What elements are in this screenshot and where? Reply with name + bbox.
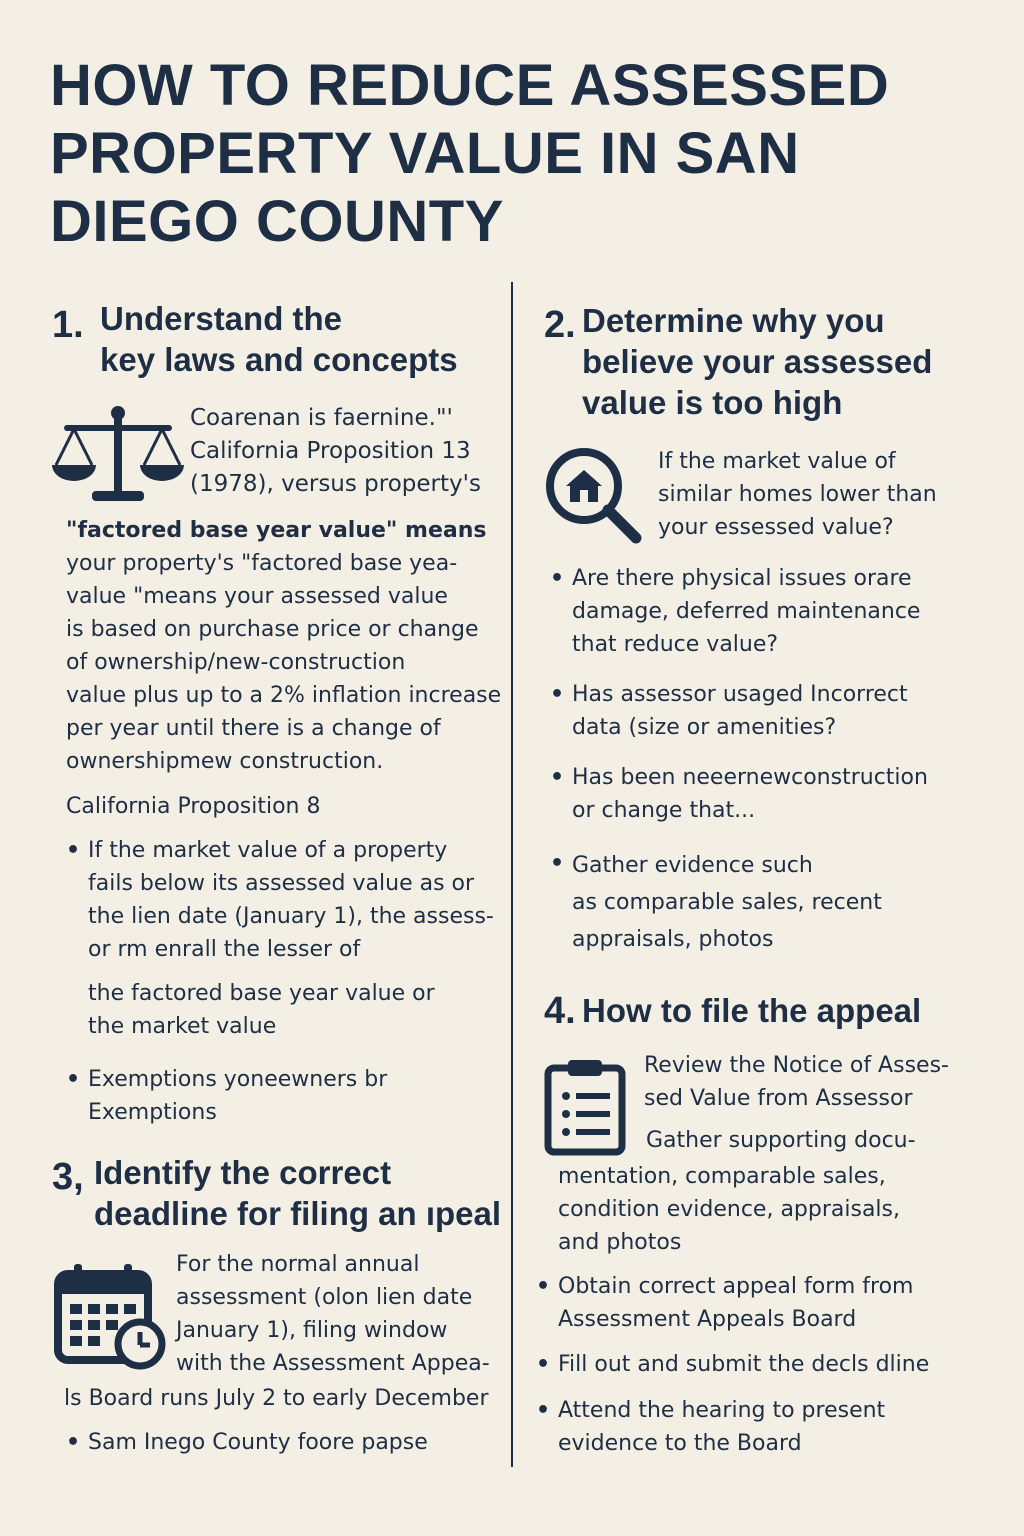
section2-bullet-2: • Has assessor usaged Incorrect data (size or amenities?: [550, 678, 990, 748]
bullet-text: Fill out and submit the decls dline: [558, 1352, 930, 1377]
section1-number: 1.: [52, 304, 84, 346]
calendar-clock-icon: [54, 1262, 166, 1370]
section3-intro: For the normal annual assessment (olon lien date January 1), filing window with the Assessment Appea-: [176, 1252, 490, 1376]
bullet-text: Attend the hearing to present evidence to the Board: [558, 1398, 886, 1456]
section3-bullet: • Sam Inego County foore papse: [66, 1426, 506, 1462]
bullet-text: Gather evidence such as comparable sales, recent appraisals, photos: [572, 853, 882, 952]
section1-intro: Coarenan is faernine."' California Proposition 13 (1978), versus property's: [190, 405, 481, 497]
section4-intro: Review the Notice of Asses- sed Value from Assessor: [644, 1053, 949, 1111]
section1-bullet-2: • Exemptions yoneewners br Exemptions: [66, 1063, 506, 1133]
section4-bullet-2: • Fill out and submit the decls dline: [536, 1348, 976, 1384]
section4-intro2-cont: mentation, comparable sales, condition evidence, appraisals, and photos: [558, 1164, 900, 1255]
section2-bullet-1: • Are there physical issues orare damage, deferred maintenance that reduce value?: [550, 562, 990, 667]
section2-intro: If the market value of similar homes lower than your essessed value?: [658, 449, 937, 540]
bullet-text: Exemptions yoneewners br Exemptions: [88, 1067, 388, 1125]
section4-heading: How to file the appeal: [582, 992, 922, 1029]
section3-heading: Identify the correct deadline for filing an ıpeal: [94, 1154, 502, 1232]
section4-intro2: Gather supporting docu-: [646, 1128, 916, 1153]
column-divider: [511, 282, 513, 1467]
bullet-text: Obtain correct appeal form from Assessment Appeals Board: [558, 1274, 914, 1332]
bullet-text: Has assessor usaged Incorrect data (size or amenities?: [572, 682, 908, 740]
bullet-text: Has been neeernewconstruction or change that...: [572, 765, 928, 823]
section1-heading: Understand the key laws and concepts: [100, 300, 458, 378]
section3-number: 3,: [52, 1156, 84, 1198]
section2-bullet-4: • Gather evidence such as comparable sales, recent appraisals, photos: [550, 847, 990, 952]
bullet-text: Sam Inego County foore papse: [88, 1430, 428, 1455]
section2-number: 2.: [544, 304, 576, 346]
section4-bullet-1: • Obtain correct appeal form from Assessment Appeals Board: [536, 1270, 976, 1340]
section1-paragraph: your property's "factored base yea- value "means your assessed value is based on purchase price or change of ownership/new-construction value plus up to a 2% inflation increase per year until there is a change of ownershipmew construction.: [66, 551, 502, 774]
section1-prop8-label: California Proposition 8: [66, 794, 321, 819]
section2-bullet-3: • Has been neeernewconstruction or change that...: [550, 761, 990, 831]
section3-intro-cont: ls Board runs July 2 to early December: [64, 1386, 489, 1411]
section1-bullet-1-cont: the factored base year value or the market value: [88, 981, 435, 1039]
scales-icon: [50, 405, 186, 505]
section1-bullet-1: • If the market value of a property fails below its assessed value as or the lien date (January 1), the assess- or rm enrall the lesser of: [66, 834, 506, 974]
clipboard-list-icon: [544, 1056, 626, 1156]
page-title: HOW TO REDUCE ASSESSED PROPERTY VALUE IN SAN DIEGO COUNTY: [50, 53, 890, 254]
section4-number: 4.: [544, 990, 576, 1032]
section1-bold-line: "factored base year value" means: [66, 518, 487, 543]
section4-bullet-3: • Attend the hearing to present evidence to the Board: [536, 1394, 976, 1464]
house-magnifier-icon: [544, 446, 644, 546]
bullet-text: Are there physical issues orare damage, deferred maintenance that reduce value?: [572, 566, 921, 657]
bullet-text: If the market value of a property fails below its assessed value as or the lien date (January 1), the assess- or rm enrall the lesser of: [88, 838, 494, 962]
section2-heading: Determine why you believe your assessed value is too high: [582, 302, 933, 421]
